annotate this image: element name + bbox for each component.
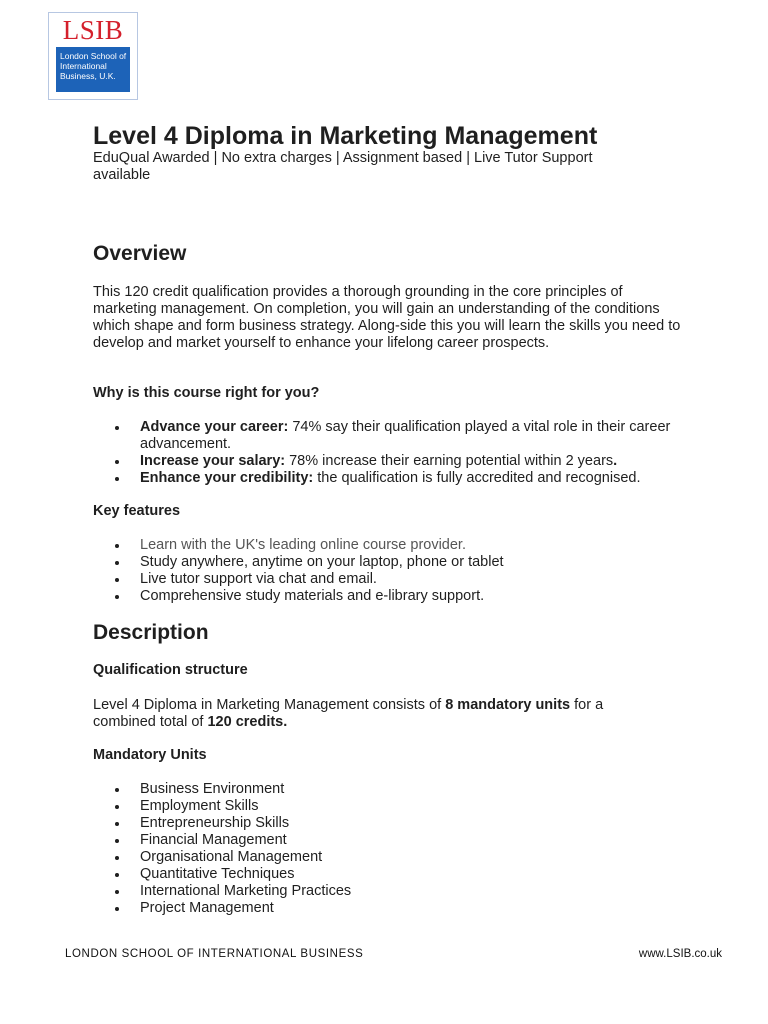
why-list — [93, 419, 693, 487]
unit-name: Project Management — [140, 900, 274, 916]
item-text: 74% say their qualification played a vital role in their career advancement. — [140, 419, 671, 452]
list-item — [93, 900, 693, 917]
bullet-icon — [115, 460, 119, 464]
item-lead: Advance your career: — [140, 419, 289, 435]
list-item — [93, 815, 693, 832]
bullet-icon — [115, 856, 119, 860]
list-item — [93, 537, 693, 554]
feature-text: Study anywhere, anytime on your laptop, phone or tablet — [140, 554, 504, 570]
item-text: 78% increase their earning potential within 2 years — [285, 453, 614, 469]
bullet-icon — [115, 890, 119, 894]
list-item — [93, 571, 693, 588]
bullet-icon — [115, 822, 119, 826]
unit-name: Business Environment — [140, 781, 285, 797]
footer-website-link[interactable]: www.LSIB.co.uk — [638, 948, 722, 960]
logo-line: London School of — [60, 51, 127, 61]
item-end: . — [613, 453, 618, 469]
bullet-icon — [115, 578, 119, 582]
logo-line: Business, U.K. — [60, 71, 116, 81]
logo-line: International — [60, 61, 107, 71]
bullet-icon — [115, 839, 119, 843]
structure-text: for a combined total of — [93, 697, 604, 730]
page-title: Level 4 Diploma in Marketing Management — [93, 122, 598, 150]
structure-units: 8 mandatory units — [445, 697, 571, 713]
structure-heading: Qualification structure — [93, 662, 248, 678]
item-lead: Enhance your credibility: — [140, 470, 314, 486]
logo-wordmark: LSIB — [62, 15, 124, 45]
features-heading: Key features — [93, 503, 181, 519]
why-heading: Why is this course right for you? — [93, 385, 320, 401]
bullet-icon — [115, 788, 119, 792]
unit-name: Employment Skills — [140, 798, 259, 814]
structure-text: Level 4 Diploma in Marketing Management consists of — [93, 697, 446, 713]
list-item — [93, 883, 693, 900]
lsib-logo — [48, 12, 138, 100]
bullet-icon — [115, 561, 119, 565]
bullet-icon — [115, 426, 119, 430]
feature-text: Comprehensive study materials and e-library support. — [140, 588, 485, 604]
list-item — [93, 470, 693, 487]
list-item — [93, 453, 693, 470]
logo-name-box — [56, 47, 130, 92]
bullet-icon — [115, 873, 119, 877]
list-item — [93, 588, 693, 605]
unit-name: Organisational Management — [140, 849, 323, 865]
units-heading: Mandatory Units — [93, 747, 207, 763]
footer-school-name: LONDON SCHOOL OF INTERNATIONAL BUSINESS — [65, 948, 364, 960]
bullet-icon — [115, 907, 119, 911]
bullet-icon — [115, 805, 119, 809]
unit-name: Financial Management — [140, 832, 287, 848]
bullet-icon — [115, 477, 119, 481]
feature-text: Live tutor support via chat and email. — [140, 571, 377, 587]
bullet-icon — [115, 544, 119, 548]
structure-credits: 120 credits. — [207, 714, 288, 730]
list-item — [93, 849, 693, 866]
structure-paragraph — [93, 697, 653, 731]
list-item — [93, 798, 693, 815]
list-item — [93, 866, 693, 883]
features-list — [93, 537, 693, 605]
unit-name: International Marketing Practices — [140, 883, 352, 899]
list-item — [93, 419, 693, 453]
list-item — [93, 781, 693, 798]
feature-text: Learn with the UK's leading online course provider. — [140, 537, 466, 553]
unit-name: Quantitative Techniques — [140, 866, 295, 882]
list-item — [93, 832, 693, 849]
item-lead: Increase your salary: — [140, 453, 286, 469]
item-text: the qualification is fully accredited and recognised. — [313, 470, 641, 486]
list-item — [93, 554, 693, 571]
overview-heading: Overview — [93, 242, 187, 265]
overview-paragraph: This 120 credit qualification provides a thorough grounding in the core principles of marketing management. On completion, you will gain an understanding of the conditions which shape and form business strategy. Along-side this you will learn the skills you need to develop and market yourself to enhance your lifelong career prospects. — [93, 284, 681, 351]
page-subtitle: EduQual Awarded | No extra charges | Assignment based | Live Tutor Support available — [93, 150, 593, 183]
description-heading: Description — [93, 621, 209, 644]
unit-name: Entrepreneurship Skills — [140, 815, 290, 831]
bullet-icon — [115, 595, 119, 599]
units-list — [93, 781, 693, 917]
